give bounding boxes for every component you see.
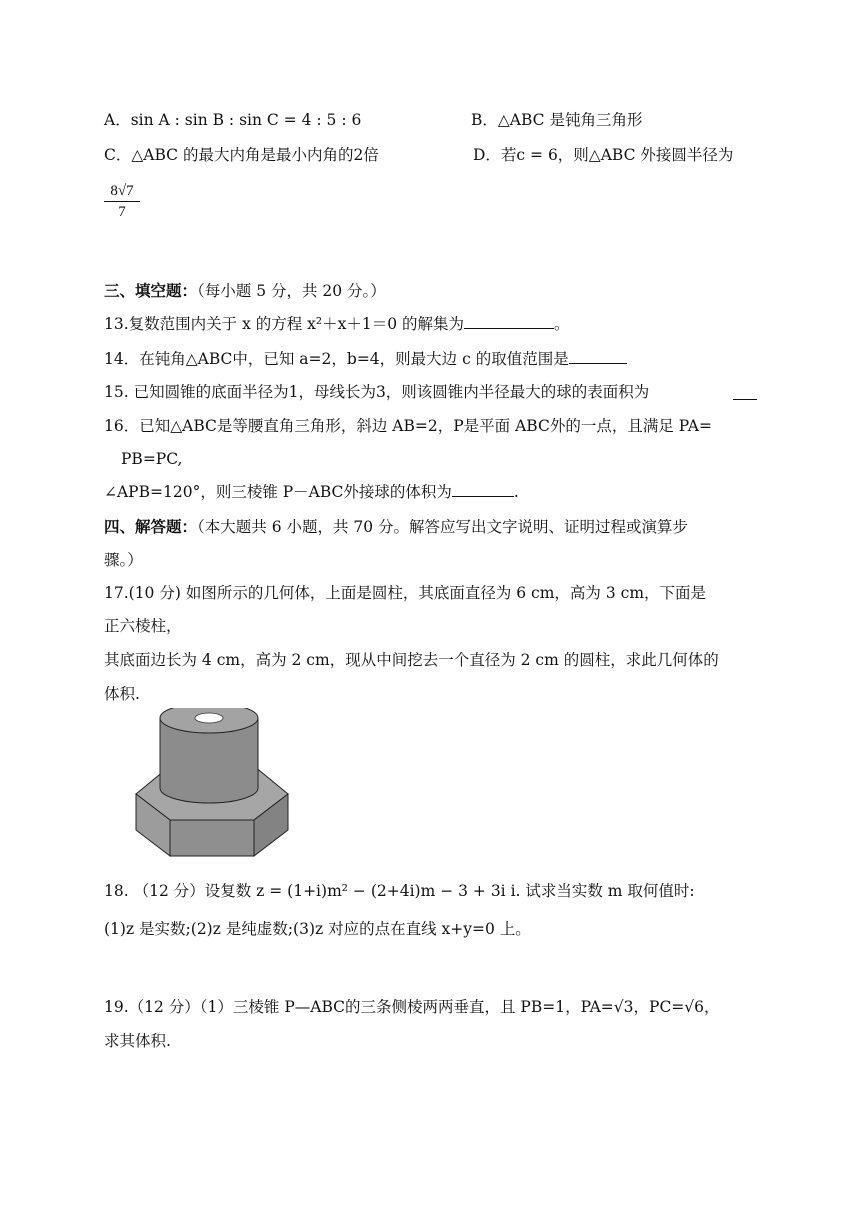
question-19-line-1: 19.（12 分）（1）三棱锥 P—ABC的三条侧棱两两垂直，且 PB=1，PA=√3，PC=√6， — [104, 998, 720, 1016]
option-c: C．△ABC 的最大内角是最小内角的2倍 — [104, 146, 379, 164]
question-15-text: 15. 已知圆锥的底面半径为1，母线长为3，则该圆锥内半径最大的球的表面积为 — [104, 383, 650, 401]
question-17-line-3: 其底面边长为 4 cm，高为 2 cm，现从中间挖去一个直径为 2 cm 的圆柱，求此几何体的 — [104, 651, 719, 669]
question-17-line-2: 正六棱柱， — [104, 617, 182, 635]
question-18-line-2: (1)z 是实数;(2)z 是纯虚数;(3)z 对应的点在直线 x+y=0 上。 — [104, 920, 531, 938]
question-16-end: . — [513, 483, 519, 501]
geometry-figure — [130, 708, 295, 863]
question-14 — [104, 349, 627, 369]
answer-blank-13[interactable] — [464, 314, 554, 329]
question-13-text: 13.复数范围内关于 x 的方程 x²＋x＋1＝0 的解集为 — [104, 315, 465, 333]
question-13 — [104, 314, 570, 334]
section-4-title: 四、解答题： — [104, 517, 198, 536]
question-13-end: 。 — [554, 315, 570, 333]
question-17-line-4: 体积. — [104, 685, 140, 703]
question-14-text: 14．在钝角△ABC中，已知 a=2，b=4，则最大边 c 的取值范围是 — [104, 350, 569, 368]
question-16-line-2: PB=PC, — [121, 450, 183, 468]
question-18-line-1: 18. （12 分）设复数 z = (1+i)m² − (2+4i)m − 3 + 3i i. 试求当实数 m 取何值时: — [104, 882, 695, 900]
question-16-line-3 — [104, 482, 519, 502]
section-3-note: （每小题 5 分，共 20 分。） — [197, 282, 386, 300]
fraction-denominator: 7 — [118, 204, 126, 220]
answer-blank-14[interactable] — [569, 349, 627, 364]
option-b: B．△ABC 是钝角三角形 — [471, 111, 643, 129]
section-3-heading — [104, 281, 386, 301]
answer-blank-16[interactable] — [452, 482, 514, 497]
question-15 — [104, 382, 649, 402]
option-d: D．若c = 6，则△ABC 外接圆半径为 — [473, 146, 734, 164]
question-16-line-1: 16．已知△ABC是等腰直角三角形，斜边 AB=2，P是平面 ABC外的一点，且满足 PA= — [104, 417, 712, 435]
prism-front-face — [170, 820, 254, 856]
section-3-title: 三、填空题： — [104, 281, 198, 300]
cylinder-hole — [195, 713, 223, 723]
question-17-line-1: 17.(10 分) 如图所示的几何体，上面是圆柱，其底面直径为 6 cm，高为 3 cm，下面是 — [104, 584, 707, 602]
section-4-heading — [104, 517, 688, 537]
question-19-line-2: 求其体积. — [104, 1032, 171, 1050]
option-d-fraction — [104, 183, 140, 221]
question-16-text: ∠APB=120°，则三棱锥 P－ABC外接球的体积为 — [104, 483, 452, 501]
answer-blank-15[interactable] — [733, 385, 757, 400]
fraction-numerator: 8√7 — [104, 183, 140, 202]
section-4-note: （本大题共 6 小题，共 70 分。解答应写出文字说明、证明过程或演算步 — [197, 518, 689, 536]
option-a: A．sin A : sin B : sin C = 4 : 5 : 6 — [104, 111, 362, 129]
section-4-note-cont: 骤。） — [104, 551, 143, 569]
